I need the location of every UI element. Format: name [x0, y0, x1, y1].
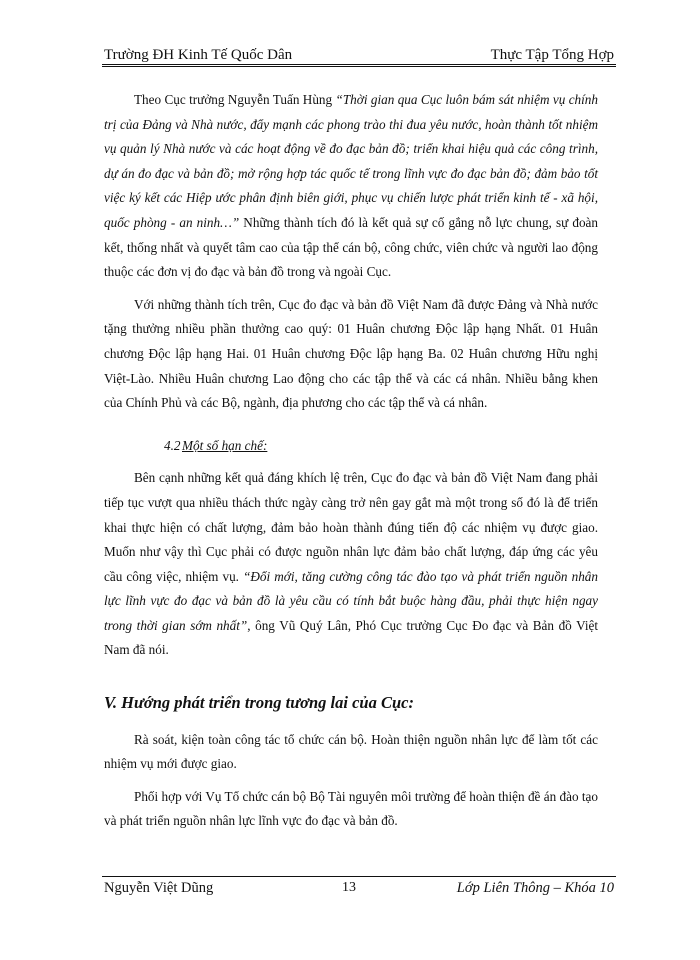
page-body [104, 88, 598, 842]
paragraph-direction-2: Phối hợp với Vụ Tổ chức cán bộ Bộ Tài nguyên môi trường để hoàn thiện đề án đào tạo và phát triển nguồn nhân lực lĩnh vực đo đạc và bản đồ. [104, 788, 598, 829]
footer-divider [102, 876, 616, 877]
paragraph-tail: Những thành tích đó là kết quả sự cố gắng nỗ lực chung, sự đoàn kết, thống nhất và quyết tâm cao của tập thể cán bộ, công chức, viên chức và người lao động thuộc các đơn vị đo đạc và bản đồ trong và ngoài Cục. [104, 214, 598, 280]
director-quote: “Thời gian qua Cục luôn bám sát nhiệm vụ chính trị của Đảng và Nhà nước, đẩy mạnh các phong trào thi đua yêu nước, hoàn thành tốt nhiệm vụ quản lý Nhà nước và các hoạt động về đo đạc bản đồ; triển khai hiệu quả các công trình, dự án đo đạc và bản đồ; mở rộng hợp tác quốc tế trong lĩnh vực đo đạc bản đồ; đảm bảo tốt việc ký kết các Hiệp ước phân định biên giới, phục vụ chiến lược phát triển kinh tế - xã hội, quốc phòng - an ninh…” [104, 92, 598, 230]
footer-author: Nguyễn Việt Dũng [104, 880, 214, 896]
deputy-quote: “Đổi mới, tăng cường công tác đào tạo và phát triển nguồn nhân lực lĩnh vực đo đạc và bản đồ là yêu cầu có tính bắt buộc hàng đầu, phải thực hiện ngay trong thời gian sớm nhất” [104, 568, 598, 633]
paragraph-lead: Bên cạnh những kết quả đáng khích lệ trên, Cục đo đạc và bản đồ Việt Nam đang phải tiếp tục vượt qua nhiều thách thức ngày càng trở nên gay gắt mà một trong số đó là để triển khai thực hiện có chất lượng, đảm bảo hoàn thành đúng tiến độ các nhiệm vụ được giao. Muốn như vậy thì Cục phải có được nguồn nhân lực đảm bảo chất lượng, đáp ứng các yêu cầu công việc, nhiệm vụ. [104, 470, 598, 584]
header-divider [102, 64, 616, 67]
page-number: 13 [342, 880, 356, 895]
page-footer [104, 880, 614, 897]
paragraph-lead: Theo Cục trưởng Nguyễn Tuấn Hùng [134, 92, 336, 107]
paragraph-awards: Với những thành tích trên, Cục đo đạc và bản đồ Việt Nam đã được Đảng và Nhà nước tặng thưởng nhiều phần thưởng cao quý: 01 Huân chương Độc lập hạng Nhất. 01 Huân chương Độc lập hạng Hai. 01 Huân chương Độc lập hạng Ba. 02 Huân chương Hữu nghị Việt-Lào. Nhiều Huân chương Lao động cho các tập thể và các cá nhân. Nhiều bằng khen của Chính Phủ và các Bộ, ngành, địa phương cho các tập thể và cá nhân. [104, 296, 598, 411]
section-number: 4.2 [164, 437, 181, 453]
paragraph-direction-1: Rà soát, kiện toàn công tác tổ chức cán bộ. Hoàn thiện nguồn nhân lực để làm tốt các nhiệm vụ mới được giao. [104, 731, 598, 772]
section-v-heading: V. Hướng phát triển trong tương lai của Cục: [104, 693, 414, 713]
paragraph-tail: , ông Vũ Quý Lân, Phó Cục trưởng Cục Đo đạc và Bản đồ Việt Nam đã nói. [104, 617, 599, 658]
paragraph-director-quote [104, 88, 598, 285]
section-title: Một số hạn chế: [182, 437, 268, 453]
page-header [104, 40, 614, 64]
paragraph-limitations [104, 466, 598, 663]
header-university: Trường ĐH Kinh Tế Quốc Dân [104, 47, 293, 63]
section-4-2-heading [104, 434, 598, 459]
footer-class: Lớp Liên Thông – Khóa 10 [456, 880, 614, 896]
header-report-type: Thực Tập Tổng Hợp [490, 47, 614, 63]
